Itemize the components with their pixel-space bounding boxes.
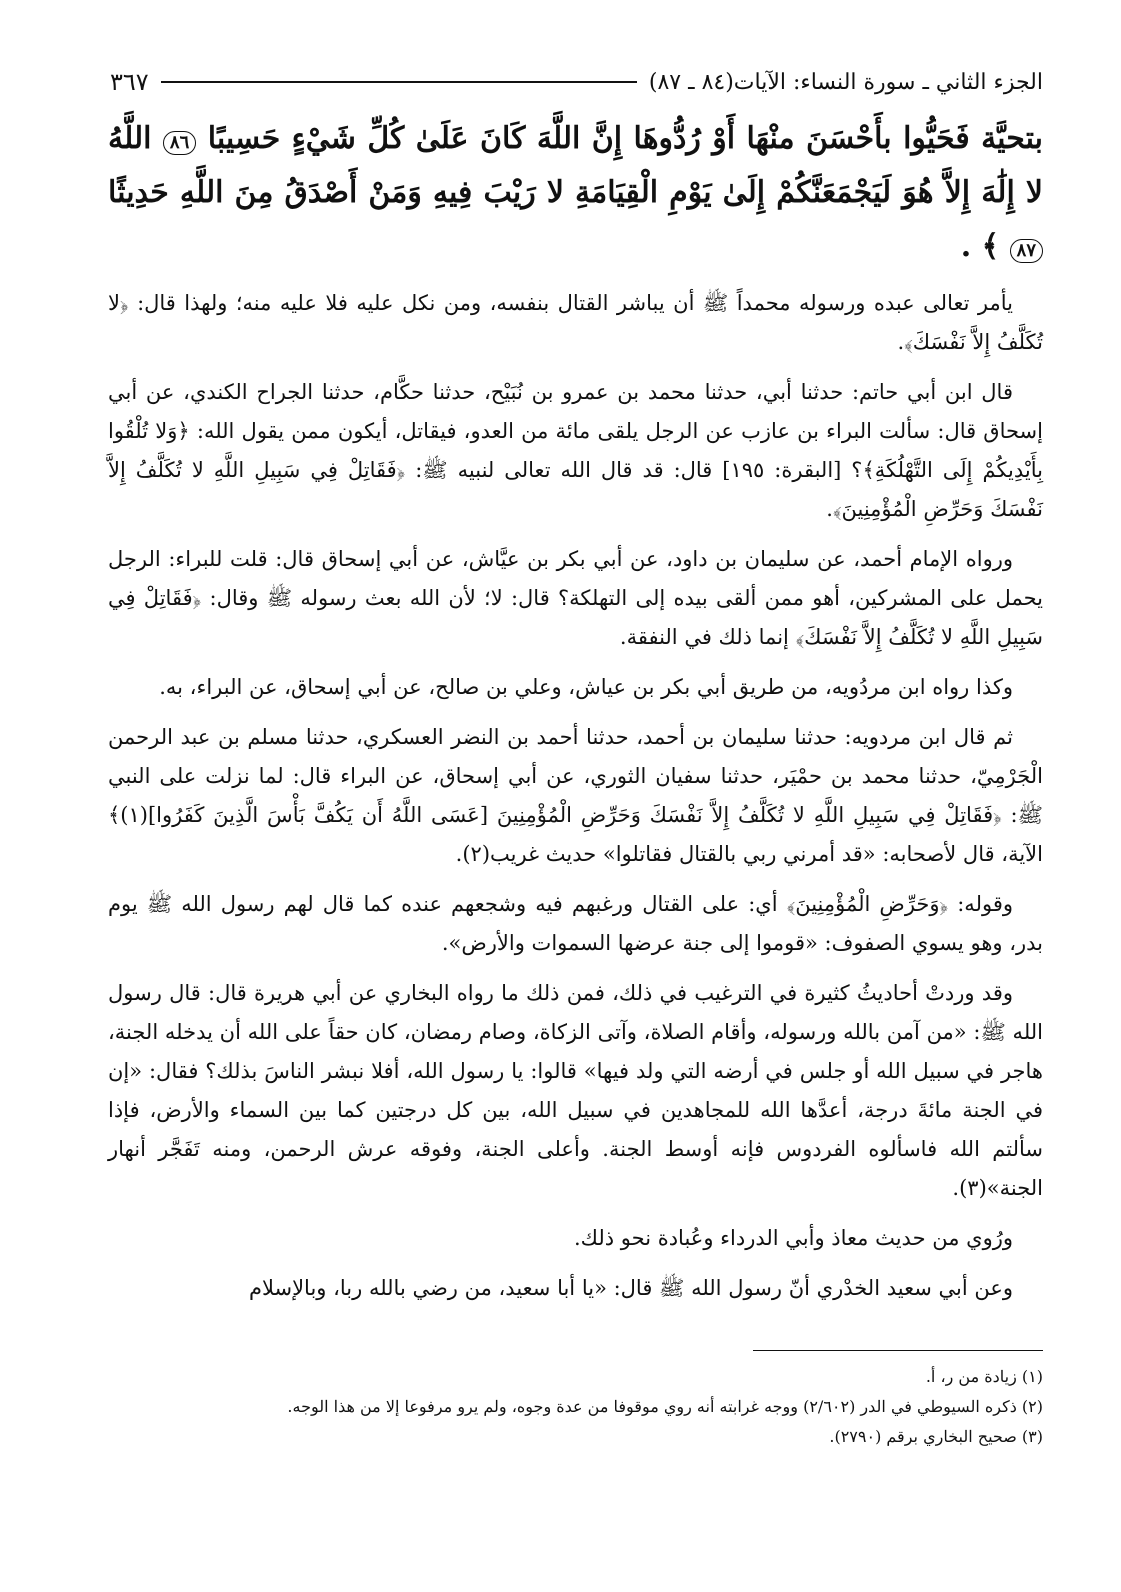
paragraph-4: وكذا رواه ابن مردُويه، من طريق أبي بكر بن عياش، وعلي بن صالح، عن أبي إسحاق، عن البراء، به. bbox=[159, 675, 1013, 699]
footnotes bbox=[108, 1362, 1043, 1452]
paragraph-2: قال ابن أبي حاتم: حدثنا أبي، حدثنا محمد بن عمرو بن نُبَيْح، حدثنا حكَّام، حدثنا الجراح الكندي، عن أبي إسحاق قال: سألت البراء بن عازب عن الرجل يلقى مائة من العدو، فيقاتل، أيكون ممن يقول الله: ﴿وَلا تُلْقُوا بِأَيْدِيكُمْ إِلَى التَّهْلُكَةِ﴾؟ [البقرة: ١٩٥] قال: قد قال الله تعالى لنبيه ﷺ: ﴿فَقَاتِلْ فِي سَبِيلِ اللَّهِ لا تُكَلَّفُ إِلاَّ نَفْسَكَ وَحَرِّضِ الْمُؤْمِنِينَ﴾. bbox=[108, 380, 1044, 521]
page-number: ٣٦٧ bbox=[110, 68, 149, 96]
verse-number-86: ٨٦ bbox=[163, 131, 196, 155]
header-rule bbox=[161, 81, 637, 83]
verse-line-1: بتحيَّة فَحَيُّوا بأَحْسَنَ منْهَا أَوْ رُدُّوهَا إِنَّ اللَّهَ كَانَ عَلَىٰ كُلِّ شَيْءٍ حَسِيبًا bbox=[207, 121, 1043, 156]
footnote-1: (١) زيادة من ر، أ. bbox=[925, 1367, 1043, 1386]
page-body bbox=[108, 112, 1043, 1319]
paragraph-7: وقد وردتْ أحاديثُ كثيرة في الترغيب في ذلك، فمن ذلك ما رواه البخاري عن أبي هريرة قال: قال رسول الله ﷺ: «من آمن بالله ورسوله، وأقام الصلاة، وآتى الزكاة، وصام رمضان، كان حقاً على الله أن يدخله الجنة، هاجر في سبيل الله أو جلس في أرضه التي ولد فيها» قالوا: يا رسول الله، أفلا نبشر الناسَ بذلك؟ فقال: «إن في الجنة مائةَ درجة، أعدَّها الله للمجاهدين في سبيل الله، بين كل درجتين كما بين السماء والأرض، فإذا سألتم الله فاسألوه الفردوس فإنه أوسط الجنة. وأعلى الجنة، وفوقه عرش الرحمن، ومنه تَفَجَّر أنهار الجنة»(٣). bbox=[108, 981, 1043, 1200]
footnote-2: (٢) ذكره السيوطي في الدر (٢/٦٠٢) ووجه غرابته أنه روي موقوفا من عدة وجوه، ولم يرو مرفوعا إلا من هذا الوجه. bbox=[287, 1397, 1043, 1416]
verse-end-bracket: ﴾ . bbox=[960, 229, 1000, 264]
footnote-separator bbox=[753, 1350, 1043, 1351]
quran-verse-block bbox=[108, 112, 1043, 274]
verse-line-2: اللَّهُ لا إِلَٰهَ إِلاَّ هُوَ لَيَجْمَعَنَّكُمْ إِلَىٰ يَوْمِ الْقِيَامَةِ لا رَيْبَ فِيهِ وَمَنْ أَصْدَقُ مِنَ اللَّهِ حَدِيثًا bbox=[108, 121, 1043, 210]
verse-number-87: ٨٧ bbox=[1010, 239, 1043, 263]
paragraph-5: ثم قال ابن مردويه: حدثنا سليمان بن أحمد، حدثنا أحمد بن النضر العسكري، حدثنا مسلم بن عبد الرحمن الْجَرْمِيّ، حدثنا محمد بن حمْيَر، حدثنا سفيان الثوري، عن أبي إسحاق، عن البراء قال: لما نزلت على النبي ﷺ: ﴿فَقَاتِلْ فِي سَبِيلِ اللَّهِ لا تُكَلَّفُ إِلاَّ نَفْسَكَ وَحَرِّضِ الْمُؤْمِنِينَ [عَسَى اللَّهُ أَن يَكُفَّ بَأْسَ الَّذِينَ كَفَرُوا](١)﴾ الآية، قال لأصحابه: «قد أمرني ربي بالقتال فقاتلوا» حديث غريب(٢). bbox=[108, 725, 1043, 866]
header-title: الجزء الثاني ـ سورة النساء: الآيات(٨٤ ـ ٨٧) bbox=[648, 69, 1043, 95]
paragraph-3: ورواه الإمام أحمد، عن سليمان بن داود، عن أبي بكر بن عيَّاش، عن أبي إسحاق قال: قلت للبراء: الرجل يحمل على المشركين، أهو ممن ألقى بيده إلى التهلكة؟ قال: لا؛ لأن الله بعث رسوله ﷺ وقال: ﴿فَقَاتِلْ فِي سَبِيلِ اللَّهِ لا تُكَلَّفُ إِلاَّ نَفْسَكَ﴾ إنما ذلك في النفقة. bbox=[108, 547, 1043, 649]
paragraph-8: ورُوي من حديث معاذ وأبي الدرداء وعُبادة نحو ذلك. bbox=[573, 1226, 1013, 1250]
footnote-3: (٣) صحيح البخاري برقم (٢٧٩٠). bbox=[829, 1427, 1043, 1446]
paragraph-1: يأمر تعالى عبده ورسوله محمداً ﷺ أن يباشر القتال بنفسه، ومن نكل عليه فلا عليه منه؛ ولهذا قال: ﴿لا تُكَلَّفُ إِلاَّ نَفْسَكَ﴾. bbox=[108, 291, 1043, 354]
running-header bbox=[110, 62, 1043, 102]
paragraph-6: وقوله: ﴿وَحَرِّضِ الْمُؤْمِنِينَ﴾ أي: على القتال ورغبهم فيه وشجعهم عنده كما قال لهم رسول الله ﷺ يوم بدر، وهو يسوي الصفوف: «قوموا إلى جنة عرضها السموات والأرض». bbox=[108, 892, 1043, 955]
paragraph-9: وعن أبي سعيد الخدْري أنّ رسول الله ﷺ قال: «يا أبا سعيد، من رضي بالله ربا، وبالإسلام bbox=[248, 1276, 1013, 1300]
